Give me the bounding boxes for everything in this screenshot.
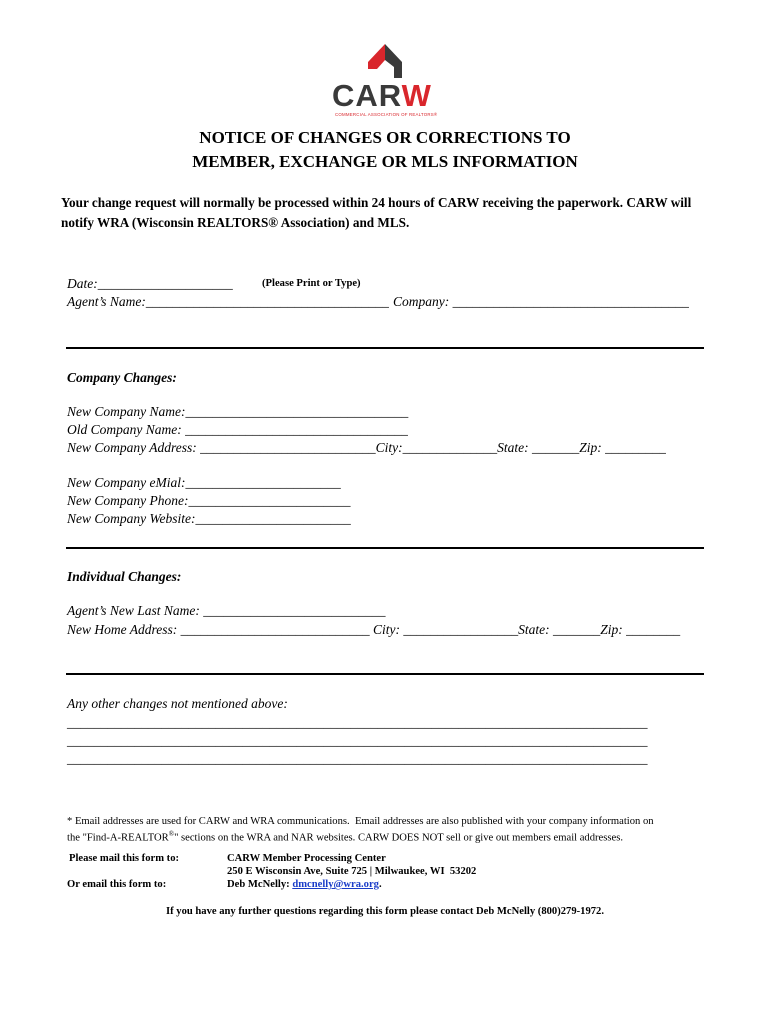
new-company-name-field[interactable]: New Company Name:_________________________________ (67, 404, 409, 419)
footnote-line1: * Email addresses are used for CARW and WRA communications. Email addresses are also published with your company information on (67, 816, 654, 827)
new-company-email-field[interactable]: New Company eMial:_______________________ (67, 475, 341, 490)
section-divider (66, 673, 704, 675)
carw-logo (332, 40, 438, 120)
form-title-line1: NOTICE OF CHANGES OR CORRECTIONS TO (199, 128, 571, 147)
mail-label: Please mail this form to: (69, 853, 180, 864)
logo-text-main: CAR (332, 78, 402, 113)
new-company-address-field[interactable]: New Company Address: __________________________City:______________State: _______Zip: _________ (67, 440, 666, 455)
old-company-name-field[interactable]: Old Company Name: _________________________________ (67, 422, 408, 437)
other-changes-line[interactable]: ______________________________________________________________________________________ (67, 751, 648, 766)
other-changes-line[interactable]: ______________________________________________________________________________________ (67, 715, 648, 730)
agent-name-field[interactable]: Agent’s Name:____________________________________ (67, 294, 389, 309)
section-divider (66, 347, 704, 349)
company-field[interactable]: Company: ___________________________________ (393, 294, 689, 309)
contact-line (227, 879, 382, 890)
closing-note: If you have any further questions regarding this form please contact Deb McNelly (800)279-1972. (165, 906, 605, 917)
contact-period: . (378, 879, 382, 890)
contact-name: Deb McNelly: (227, 879, 293, 890)
contact-email-link[interactable]: dmcnelly@wra.org (292, 879, 379, 890)
other-changes-heading: Any other changes not mentioned above: (67, 696, 288, 711)
logo-tagline: COMMERCIAL ASSOCIATION OF REALTORS® (335, 112, 438, 117)
new-company-website-field[interactable]: New Company Website:_______________________ (67, 511, 351, 526)
form-title-line2: MEMBER, EXCHANGE OR MLS INFORMATION (192, 152, 578, 171)
email-label: Or email this form to: (67, 879, 167, 890)
logo-wordmark (332, 80, 432, 111)
company-changes-heading: Company Changes: (67, 370, 177, 385)
section-divider (66, 547, 704, 549)
footnote-text: " sections on the WRA and NAR websites. CARW DOES NOT sell or give out members email addresses. (174, 832, 623, 844)
date-field[interactable]: Date:____________________ (67, 276, 233, 291)
processing-center: CARW Member Processing Center (227, 853, 386, 864)
logo-roof-icon (332, 40, 438, 82)
intro-text: Your change request will normally be processed within 24 hours of CARW receiving the paperwork. CARW will notify WRA (Wisconsin REALTORS® Association) and MLS. (61, 195, 692, 230)
footnote-text: the "Find-A-REALTOR (67, 832, 169, 844)
logo-text-accent: W (401, 78, 432, 113)
other-changes-line[interactable]: ______________________________________________________________________________________ (67, 733, 648, 748)
registered-mark: ® (168, 830, 175, 838)
new-home-address-field[interactable]: New Home Address: ____________________________ City: _________________State: _______Zip: ________ (67, 622, 681, 637)
new-last-name-field[interactable]: Agent’s New Last Name: ___________________________ (67, 603, 386, 618)
new-company-phone-field[interactable]: New Company Phone:________________________ (67, 493, 351, 508)
mailing-address: 250 E Wisconsin Ave, Suite 725 | Milwaukee, WI 53202 (227, 866, 477, 877)
print-note: (Please Print or Type) (262, 278, 361, 289)
footnote-line2 (67, 830, 623, 844)
individual-changes-heading: Individual Changes: (67, 569, 182, 584)
